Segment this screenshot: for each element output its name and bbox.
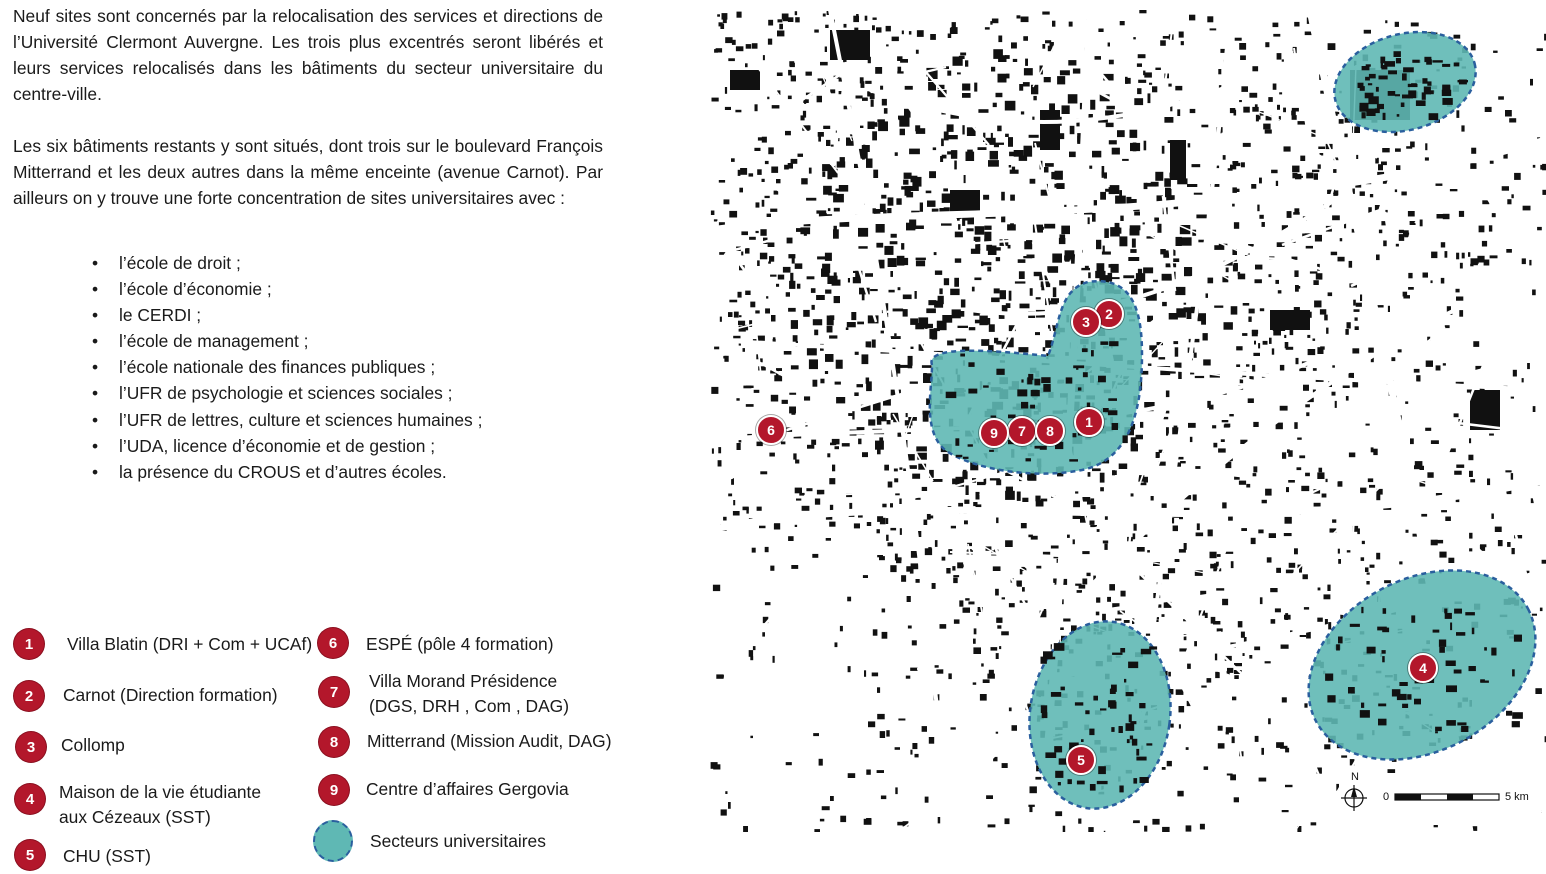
legend-badge-6: 6 [318, 628, 348, 658]
map-marker-5[interactable]: 5 [1066, 745, 1096, 775]
legend-label-7a: Villa Morand Présidence [369, 671, 558, 691]
legend-label-4a: Maison de la vie étudiante [59, 782, 262, 802]
map-scale-box [1339, 773, 1541, 825]
legend-badge-4: 4 [15, 784, 45, 814]
map-marker-7[interactable]: 7 [1007, 416, 1037, 446]
legend-label-8: Mitterrand (Mission Audit, DAG) [367, 731, 612, 751]
map-marker-3[interactable]: 3 [1071, 307, 1101, 337]
legend-badge-5: 5 [15, 840, 45, 870]
legend-label-9: Centre d’affaires Gergovia [366, 779, 569, 799]
list-item: • l’école nationale des finances publiques ; [92, 354, 482, 380]
intro-paragraph-1: Neuf sites sont concernés par la relocalisation des services et directions de l’Université Clermont Auvergne. Les trois plus excentrés seront libérés et leurs services relocalisés dans les bâtiments du secteur universitaire du centre-ville. [13, 6, 603, 104]
university-sites-list [92, 250, 482, 485]
legend-badge-8: 8 [319, 727, 349, 757]
map-marker-9[interactable]: 9 [979, 418, 1009, 448]
map-marker-2[interactable]: 2 [1094, 299, 1124, 329]
legend-label-7b: (DGS, DRH , Com , DAG) [369, 696, 570, 716]
list-item: • la présence du CROUS et d’autres écoles. [92, 459, 482, 485]
map-marker-4[interactable]: 4 [1408, 653, 1438, 683]
list-item: • l’UDA, licence d’économie et de gestion ; [92, 433, 482, 459]
list-item: • le CERDI ; [92, 302, 482, 328]
list-item: • l’UFR de lettres, culture et sciences humaines ; [92, 407, 482, 433]
legend-badge-3: 3 [16, 732, 46, 762]
legend-badge-2: 2 [14, 681, 44, 711]
city-map [710, 10, 1546, 832]
legend-label-6: ESPÉ (pôle 4 formation) [366, 634, 554, 654]
legend-label-1: Villa Blatin (DRI + Com + UCAf) [67, 634, 313, 654]
list-item: • l’école d’économie ; [92, 276, 482, 302]
legend-label-4b: aux Cézeaux (SST) [59, 807, 211, 827]
map-marker-8[interactable]: 8 [1035, 416, 1065, 446]
university-zone-swatch [313, 820, 353, 862]
map-canvas [710, 10, 1546, 832]
scale-end-label: 5 km [1505, 791, 1529, 803]
legend-label-zone: Secteurs universitaires [370, 831, 546, 851]
intro-paragraph-2: Les six bâtiments restants y sont situés, dont trois sur le boulevard François Mitterrand et les deux autres dans la même enceinte (avenue Carnot). Par ailleurs on y trouve une forte concentration de sites universitaires avec : [13, 136, 603, 208]
legend-badge-9: 9 [319, 775, 349, 805]
legend-badge-1: 1 [14, 629, 44, 659]
map-marker-6[interactable]: 6 [756, 415, 786, 445]
legend-label-3: Collomp [61, 735, 125, 755]
scale-start-label: 0 [1383, 791, 1390, 803]
list-item: • l’UFR de psychologie et sciences sociales ; [92, 380, 482, 406]
legend-label-2: Carnot (Direction formation) [63, 685, 278, 705]
north-label: N [1351, 771, 1359, 783]
legend-label-5: CHU (SST) [63, 846, 151, 866]
legend-badge-7: 7 [319, 677, 349, 707]
intro-text [13, 3, 603, 211]
list-item: • l’école de droit ; [92, 250, 482, 276]
list-item: • l’école de management ; [92, 328, 482, 354]
map-marker-1[interactable]: 1 [1074, 407, 1104, 437]
